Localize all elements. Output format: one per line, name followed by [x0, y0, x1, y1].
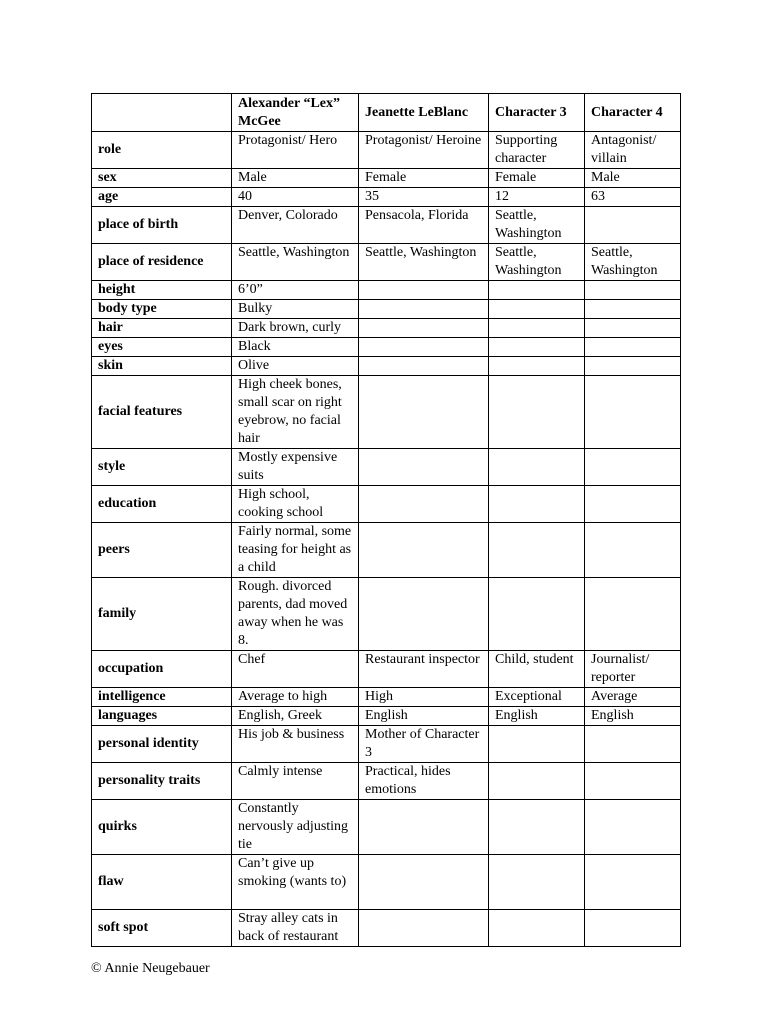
cell-character-3 — [489, 910, 585, 947]
cell-character-4 — [585, 726, 681, 763]
cell-character-1: Black — [232, 338, 359, 357]
cell-character-3 — [489, 319, 585, 338]
cell-character-3: 12 — [489, 188, 585, 207]
row-label: facial features — [92, 376, 232, 449]
row-label: soft spot — [92, 910, 232, 947]
cell-character-4 — [585, 763, 681, 800]
row-label: height — [92, 281, 232, 300]
row-label: role — [92, 132, 232, 169]
header-character-3: Character 3 — [489, 94, 585, 132]
row-label: eyes — [92, 338, 232, 357]
header-row — [92, 94, 681, 132]
cell-character-1: Male — [232, 169, 359, 188]
table-row — [92, 188, 681, 207]
cell-character-3 — [489, 376, 585, 449]
table-row — [92, 910, 681, 947]
cell-character-3 — [489, 726, 585, 763]
cell-character-3 — [489, 300, 585, 319]
cell-character-2 — [359, 357, 489, 376]
row-label: education — [92, 486, 232, 523]
cell-character-4: Male — [585, 169, 681, 188]
cell-character-1: Olive — [232, 357, 359, 376]
cell-character-3 — [489, 281, 585, 300]
cell-character-2 — [359, 300, 489, 319]
row-label: body type — [92, 300, 232, 319]
cell-character-2: Practical, hides emotions — [359, 763, 489, 800]
row-label: sex — [92, 169, 232, 188]
cell-character-3: Child, student — [489, 651, 585, 688]
cell-character-1: Constantly nervously adjusting tie — [232, 800, 359, 855]
cell-character-2 — [359, 523, 489, 578]
table-row — [92, 207, 681, 244]
cell-character-2: High — [359, 688, 489, 707]
cell-character-2: Seattle, Washington — [359, 244, 489, 281]
cell-character-4 — [585, 357, 681, 376]
cell-character-3: Supporting character — [489, 132, 585, 169]
row-label: family — [92, 578, 232, 651]
cell-character-2 — [359, 281, 489, 300]
header-corner — [92, 94, 232, 132]
table-row — [92, 486, 681, 523]
cell-character-3 — [489, 338, 585, 357]
cell-character-3 — [489, 486, 585, 523]
table-row — [92, 300, 681, 319]
cell-character-2 — [359, 486, 489, 523]
row-label: flaw — [92, 855, 232, 910]
cell-character-2: Mother of Character 3 — [359, 726, 489, 763]
cell-character-3: Female — [489, 169, 585, 188]
header-character-1: Alexander “Lex” McGee — [232, 94, 359, 132]
cell-character-1: Chef — [232, 651, 359, 688]
cell-character-1: Dark brown, curly — [232, 319, 359, 338]
cell-character-4 — [585, 855, 681, 910]
table-row — [92, 523, 681, 578]
cell-character-1: High cheek bones, small scar on right eyebrow, no facial hair — [232, 376, 359, 449]
cell-character-4 — [585, 578, 681, 651]
row-label: age — [92, 188, 232, 207]
table-row — [92, 132, 681, 169]
cell-character-2: Female — [359, 169, 489, 188]
character-table — [91, 93, 681, 947]
table-row — [92, 763, 681, 800]
cell-character-1: 6’0” — [232, 281, 359, 300]
cell-character-3: Exceptional — [489, 688, 585, 707]
table-row — [92, 338, 681, 357]
cell-character-4: Antagonist/ villain — [585, 132, 681, 169]
row-label: quirks — [92, 800, 232, 855]
row-label: languages — [92, 707, 232, 726]
row-label: skin — [92, 357, 232, 376]
cell-character-4 — [585, 449, 681, 486]
cell-character-2: Protagonist/ Heroine — [359, 132, 489, 169]
row-label: occupation — [92, 651, 232, 688]
cell-character-3 — [489, 523, 585, 578]
table-row — [92, 244, 681, 281]
cell-character-2: English — [359, 707, 489, 726]
cell-character-2 — [359, 855, 489, 910]
cell-character-1: High school, cooking school — [232, 486, 359, 523]
cell-character-2 — [359, 910, 489, 947]
cell-character-1: Bulky — [232, 300, 359, 319]
cell-character-3 — [489, 357, 585, 376]
row-label: personal identity — [92, 726, 232, 763]
header-character-4: Character 4 — [585, 94, 681, 132]
cell-character-4: 63 — [585, 188, 681, 207]
cell-character-2 — [359, 376, 489, 449]
cell-character-1: 40 — [232, 188, 359, 207]
cell-character-2: 35 — [359, 188, 489, 207]
cell-character-4 — [585, 281, 681, 300]
cell-character-1: Mostly expensive suits — [232, 449, 359, 486]
copyright-footer: © Annie Neugebauer — [91, 961, 210, 976]
cell-character-2 — [359, 338, 489, 357]
header-character-2: Jeanette LeBlanc — [359, 94, 489, 132]
table-row — [92, 376, 681, 449]
row-label: hair — [92, 319, 232, 338]
cell-character-1: Stray alley cats in back of restaurant — [232, 910, 359, 947]
table-row — [92, 281, 681, 300]
cell-character-4 — [585, 523, 681, 578]
table-row — [92, 855, 681, 910]
table-row — [92, 169, 681, 188]
row-label: intelligence — [92, 688, 232, 707]
row-label: peers — [92, 523, 232, 578]
table-body — [92, 132, 681, 947]
cell-character-1: Seattle, Washington — [232, 244, 359, 281]
cell-character-4: Seattle, Washington — [585, 244, 681, 281]
cell-character-1: Fairly normal, some teasing for height as a child — [232, 523, 359, 578]
row-label: place of residence — [92, 244, 232, 281]
cell-character-2 — [359, 319, 489, 338]
cell-character-4: Journalist/ reporter — [585, 651, 681, 688]
row-label: style — [92, 449, 232, 486]
cell-character-4 — [585, 319, 681, 338]
cell-character-4 — [585, 207, 681, 244]
cell-character-4 — [585, 800, 681, 855]
cell-character-1: English, Greek — [232, 707, 359, 726]
cell-character-2 — [359, 578, 489, 651]
cell-character-4: English — [585, 707, 681, 726]
cell-character-3 — [489, 578, 585, 651]
row-label: place of birth — [92, 207, 232, 244]
cell-character-4 — [585, 300, 681, 319]
row-label: personality traits — [92, 763, 232, 800]
cell-character-1: His job & business — [232, 726, 359, 763]
cell-character-2: Pensacola, Florida — [359, 207, 489, 244]
cell-character-3 — [489, 855, 585, 910]
table-row — [92, 707, 681, 726]
cell-character-3 — [489, 763, 585, 800]
cell-character-2: Restaurant inspector — [359, 651, 489, 688]
cell-character-4 — [585, 910, 681, 947]
table-row — [92, 578, 681, 651]
cell-character-2 — [359, 800, 489, 855]
table-row — [92, 726, 681, 763]
cell-character-1: Denver, Colorado — [232, 207, 359, 244]
cell-character-3: Seattle, Washington — [489, 244, 585, 281]
cell-character-3 — [489, 449, 585, 486]
cell-character-1: Rough. divorced parents, dad moved away when he was 8. — [232, 578, 359, 651]
table-row — [92, 357, 681, 376]
cell-character-1: Average to high — [232, 688, 359, 707]
cell-character-1: Can’t give up smoking (wants to) — [232, 855, 359, 910]
cell-character-4: Average — [585, 688, 681, 707]
table-row — [92, 800, 681, 855]
cell-character-3 — [489, 800, 585, 855]
cell-character-4 — [585, 376, 681, 449]
table-row — [92, 319, 681, 338]
table-row — [92, 688, 681, 707]
cell-character-3: Seattle, Washington — [489, 207, 585, 244]
cell-character-1: Calmly intense — [232, 763, 359, 800]
cell-character-4 — [585, 486, 681, 523]
table-row — [92, 449, 681, 486]
cell-character-2 — [359, 449, 489, 486]
cell-character-1: Protagonist/ Hero — [232, 132, 359, 169]
character-sheet — [91, 93, 680, 947]
cell-character-4 — [585, 338, 681, 357]
cell-character-3: English — [489, 707, 585, 726]
table-row — [92, 651, 681, 688]
